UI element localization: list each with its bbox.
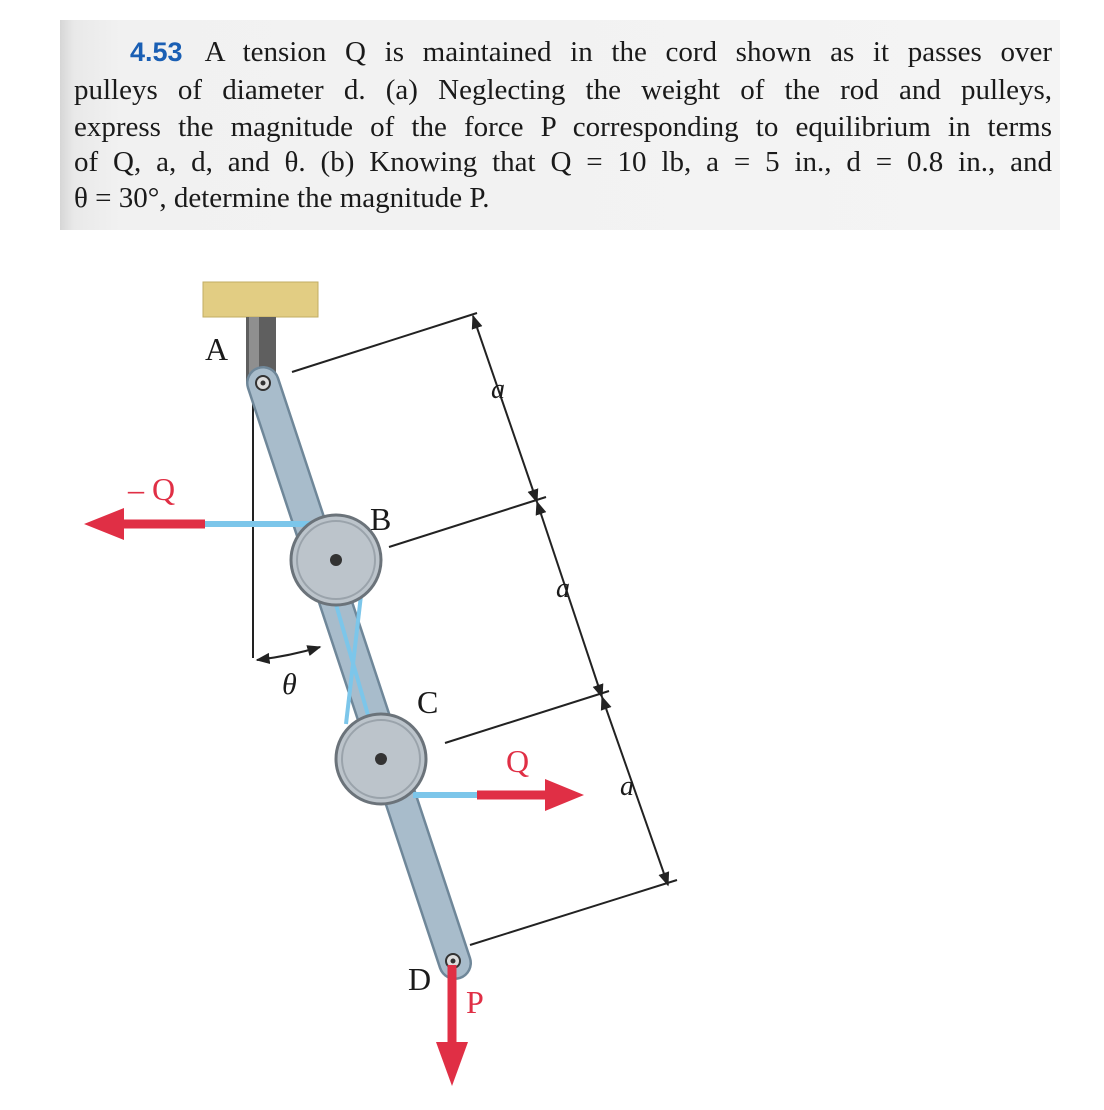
fixed-support bbox=[203, 282, 318, 317]
label-p: P bbox=[466, 984, 484, 1020]
force-p-arrowhead bbox=[436, 1042, 468, 1086]
label-c: C bbox=[417, 684, 439, 720]
problem-line-5: θ = 30°, determine the magnitude P. bbox=[74, 182, 490, 214]
force-q-arrowhead bbox=[545, 779, 584, 811]
dimension-line-3 bbox=[602, 697, 668, 885]
label-d: D bbox=[408, 961, 432, 997]
label-dimension-a-1: a bbox=[491, 374, 505, 405]
label-theta: θ bbox=[282, 668, 297, 701]
dimension-line-1 bbox=[473, 316, 537, 502]
pulley-c-axle bbox=[375, 753, 387, 765]
label-dimension-a-3: a bbox=[620, 771, 634, 802]
force-minus-q-arrowhead bbox=[84, 508, 124, 540]
label-minus-q: – Q bbox=[128, 471, 176, 507]
label-b: B bbox=[370, 501, 392, 537]
label-a: A bbox=[205, 331, 229, 367]
pulley-b-axle bbox=[330, 554, 342, 566]
extension-line-a bbox=[292, 313, 477, 372]
problem-line-3: express the magnitude of the force P corresponding to equilibrium in terms bbox=[74, 111, 1052, 143]
label-q: Q bbox=[506, 743, 530, 779]
problem-line-2: pulleys of diameter d. (a) Neglecting the weight of the rod and pulleys, bbox=[74, 74, 1052, 106]
extension-line-b bbox=[389, 497, 546, 547]
label-dimension-a-2: a bbox=[556, 573, 570, 604]
problem-number: 4.53 bbox=[130, 37, 183, 67]
extension-line-c bbox=[445, 691, 609, 743]
problem-line-1-text: A tension Q is maintained in the cord shown as it passes over bbox=[204, 36, 1052, 68]
problem-line-4: of Q, a, d, and θ. (b) Knowing that Q = 10 lb, a = 5 in., d = 0.8 in., and bbox=[74, 146, 1052, 178]
extension-line-d bbox=[470, 880, 677, 945]
theta-arc bbox=[257, 647, 320, 660]
